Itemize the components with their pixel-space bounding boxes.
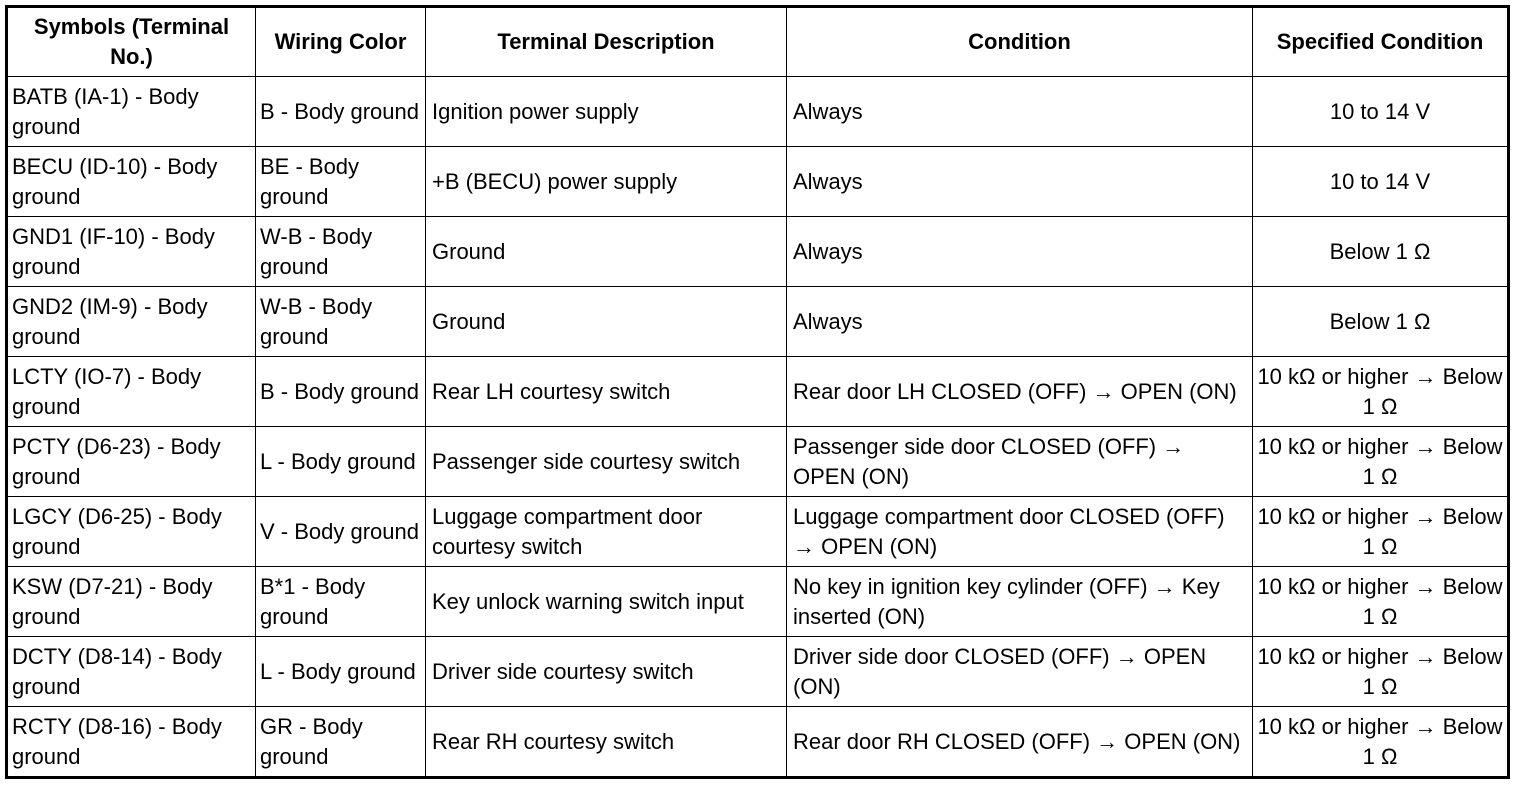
header-condition: Condition — [787, 7, 1253, 77]
cell-description: Passenger side courtesy switch — [426, 427, 787, 497]
cell-wiring: W-B - Body ground — [256, 287, 426, 357]
terminal-table-container — [5, 5, 1510, 779]
table-body — [7, 77, 1509, 778]
cell-symbol: LCTY (IO-7) - Body ground — [7, 357, 256, 427]
cell-condition: Passenger side door CLOSED (OFF) → OPEN (ON) — [787, 427, 1253, 497]
cell-description: Rear RH courtesy switch — [426, 707, 787, 778]
header-terminal-description: Terminal Description — [426, 7, 787, 77]
cell-condition: Always — [787, 287, 1253, 357]
table-row — [7, 147, 1509, 217]
header-wiring-color: Wiring Color — [256, 7, 426, 77]
cell-description: +B (BECU) power supply — [426, 147, 787, 217]
cell-description: Ground — [426, 217, 787, 287]
cell-symbol: DCTY (D8-14) - Body ground — [7, 637, 256, 707]
header-specified-condition: Specified Condition — [1253, 7, 1509, 77]
cell-description: Rear LH courtesy switch — [426, 357, 787, 427]
cell-condition: No key in ignition key cylinder (OFF) → Key inserted (ON) — [787, 567, 1253, 637]
cell-specified: 10 kΩ or higher → Below 1 Ω — [1253, 357, 1509, 427]
cell-symbol: GND1 (IF-10) - Body ground — [7, 217, 256, 287]
cell-condition: Always — [787, 217, 1253, 287]
cell-description: Ignition power supply — [426, 77, 787, 147]
cell-wiring: B - Body ground — [256, 357, 426, 427]
table-row — [7, 287, 1509, 357]
cell-condition: Always — [787, 147, 1253, 217]
cell-symbol: RCTY (D8-16) - Body ground — [7, 707, 256, 778]
cell-description: Ground — [426, 287, 787, 357]
cell-specified: Below 1 Ω — [1253, 217, 1509, 287]
cell-symbol: BECU (ID-10) - Body ground — [7, 147, 256, 217]
cell-specified: Below 1 Ω — [1253, 287, 1509, 357]
table-row — [7, 567, 1509, 637]
cell-symbol: BATB (IA-1) - Body ground — [7, 77, 256, 147]
cell-wiring: BE - Body ground — [256, 147, 426, 217]
table-row — [7, 707, 1509, 778]
cell-description: Driver side courtesy switch — [426, 637, 787, 707]
cell-condition: Always — [787, 77, 1253, 147]
cell-specified: 10 kΩ or higher → Below 1 Ω — [1253, 567, 1509, 637]
cell-wiring: W-B - Body ground — [256, 217, 426, 287]
cell-symbol: LGCY (D6-25) - Body ground — [7, 497, 256, 567]
header-symbols: Symbols (Terminal No.) — [7, 7, 256, 77]
table-row — [7, 637, 1509, 707]
cell-symbol: PCTY (D6-23) - Body ground — [7, 427, 256, 497]
cell-wiring: B - Body ground — [256, 77, 426, 147]
table-row — [7, 217, 1509, 287]
cell-condition: Luggage compartment door CLOSED (OFF) → OPEN (ON) — [787, 497, 1253, 567]
cell-wiring: L - Body ground — [256, 637, 426, 707]
cell-wiring: L - Body ground — [256, 427, 426, 497]
cell-specified: 10 kΩ or higher → Below 1 Ω — [1253, 637, 1509, 707]
terminal-check-table — [5, 5, 1510, 779]
table-row — [7, 357, 1509, 427]
cell-symbol: GND2 (IM-9) - Body ground — [7, 287, 256, 357]
cell-condition: Rear door LH CLOSED (OFF) → OPEN (ON) — [787, 357, 1253, 427]
cell-wiring: B*1 - Body ground — [256, 567, 426, 637]
cell-specified: 10 to 14 V — [1253, 77, 1509, 147]
cell-specified: 10 kΩ or higher → Below 1 Ω — [1253, 427, 1509, 497]
cell-description: Luggage compartment door courtesy switch — [426, 497, 787, 567]
table-row — [7, 77, 1509, 147]
cell-specified: 10 to 14 V — [1253, 147, 1509, 217]
cell-specified: 10 kΩ or higher → Below 1 Ω — [1253, 707, 1509, 778]
table-header — [7, 7, 1509, 77]
cell-wiring: V - Body ground — [256, 497, 426, 567]
cell-condition: Rear door RH CLOSED (OFF) → OPEN (ON) — [787, 707, 1253, 778]
header-row — [7, 7, 1509, 77]
cell-symbol: KSW (D7-21) - Body ground — [7, 567, 256, 637]
cell-description: Key unlock warning switch input — [426, 567, 787, 637]
cell-condition: Driver side door CLOSED (OFF) → OPEN (ON) — [787, 637, 1253, 707]
cell-wiring: GR - Body ground — [256, 707, 426, 778]
cell-specified: 10 kΩ or higher → Below 1 Ω — [1253, 497, 1509, 567]
table-row — [7, 427, 1509, 497]
table-row — [7, 497, 1509, 567]
